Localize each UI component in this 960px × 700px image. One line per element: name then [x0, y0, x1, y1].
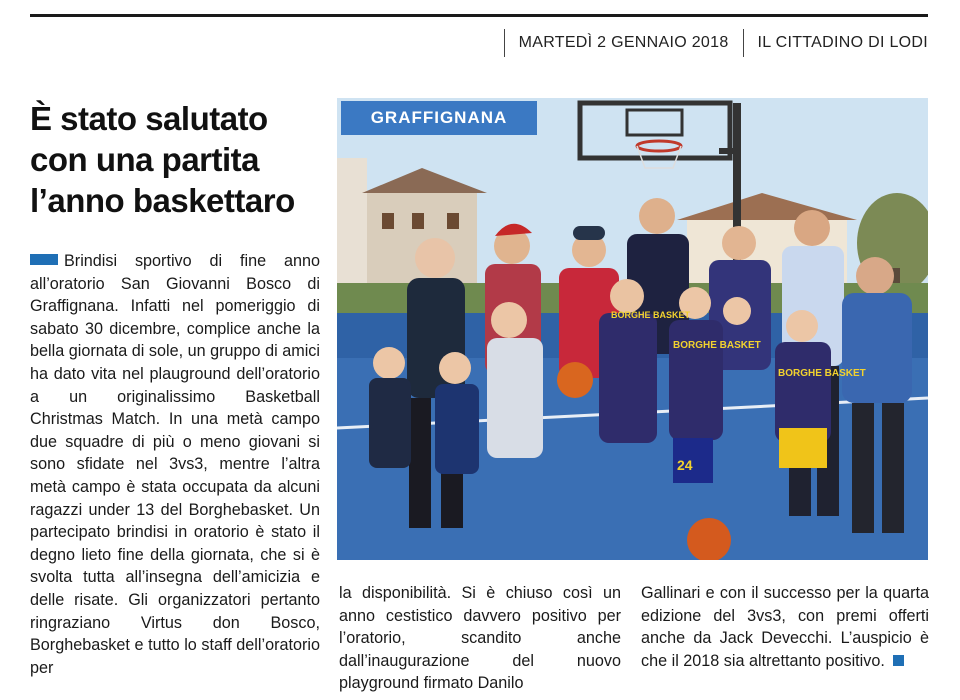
article-photo — [337, 98, 928, 560]
jersey-text: BORGHE BASKET — [778, 368, 866, 379]
end-marker-icon — [893, 655, 904, 666]
article-headline: È stato salutato con una partita l’anno baskettaro — [30, 100, 295, 219]
page-header — [490, 28, 928, 58]
lead-marker-icon — [30, 254, 58, 265]
article-column-3 — [641, 582, 929, 672]
top-rule — [30, 14, 928, 17]
jersey-text: BORGHE BASKET — [673, 340, 761, 351]
column-2-text: la disponibilità. Si è chiuso così un anno cestistico davvero positivo per l’oratorio, scandito anche dall’inaugurazione del nuovo playground firmato Danilo — [339, 584, 621, 693]
header-divider — [743, 29, 744, 57]
header-divider — [504, 29, 505, 57]
column-3-text: Gallinari e con il successo per la quarta edizione del 3vs3, con premi offerti anche da Jack Devecchi. L’auspicio è che il 2018 sia altrettanto positivo. — [641, 584, 929, 670]
section-tag: GRAFFIGNANA — [341, 101, 537, 135]
article-column-2 — [339, 582, 621, 695]
column-1-text: Brindisi sportivo di fine anno all’oratorio San Giovanni Bosco di Graffignana. Infatti nel pomeriggio di sabato 30 dicembre, complice anche la bella giornata di sole, un gruppo di amici ha dato vita nel plauground dell’oratorio a un originalissimo Basketball Christmas Match. In una metà campo due squadre di più o meno giovani si sono sfidate nel 3vs3, mentre l’altra metà campo è stata occupata da alcuni ragazzi under 13 del Borghebasket. Un partecipato brindisi in oratorio è stato il degno lieto fine della giornata, che si è svolta tutta all’insegna dell’amicizia e delle risate. Gli organizzatori pertanto ringraziano Virtus don Bosco, Borghebasket e tutto lo staff dell’oratorio per — [30, 252, 320, 677]
issue-date: MARTEDÌ 2 GENNAIO 2018 — [518, 34, 729, 51]
article-column-1 — [30, 250, 320, 679]
jersey-text: BORGHE BASKET — [611, 310, 691, 320]
newspaper-name: IL CITTADINO DI LODI — [757, 34, 928, 51]
jersey-number: 24 — [677, 457, 693, 473]
team-photo-illustration — [337, 98, 928, 560]
